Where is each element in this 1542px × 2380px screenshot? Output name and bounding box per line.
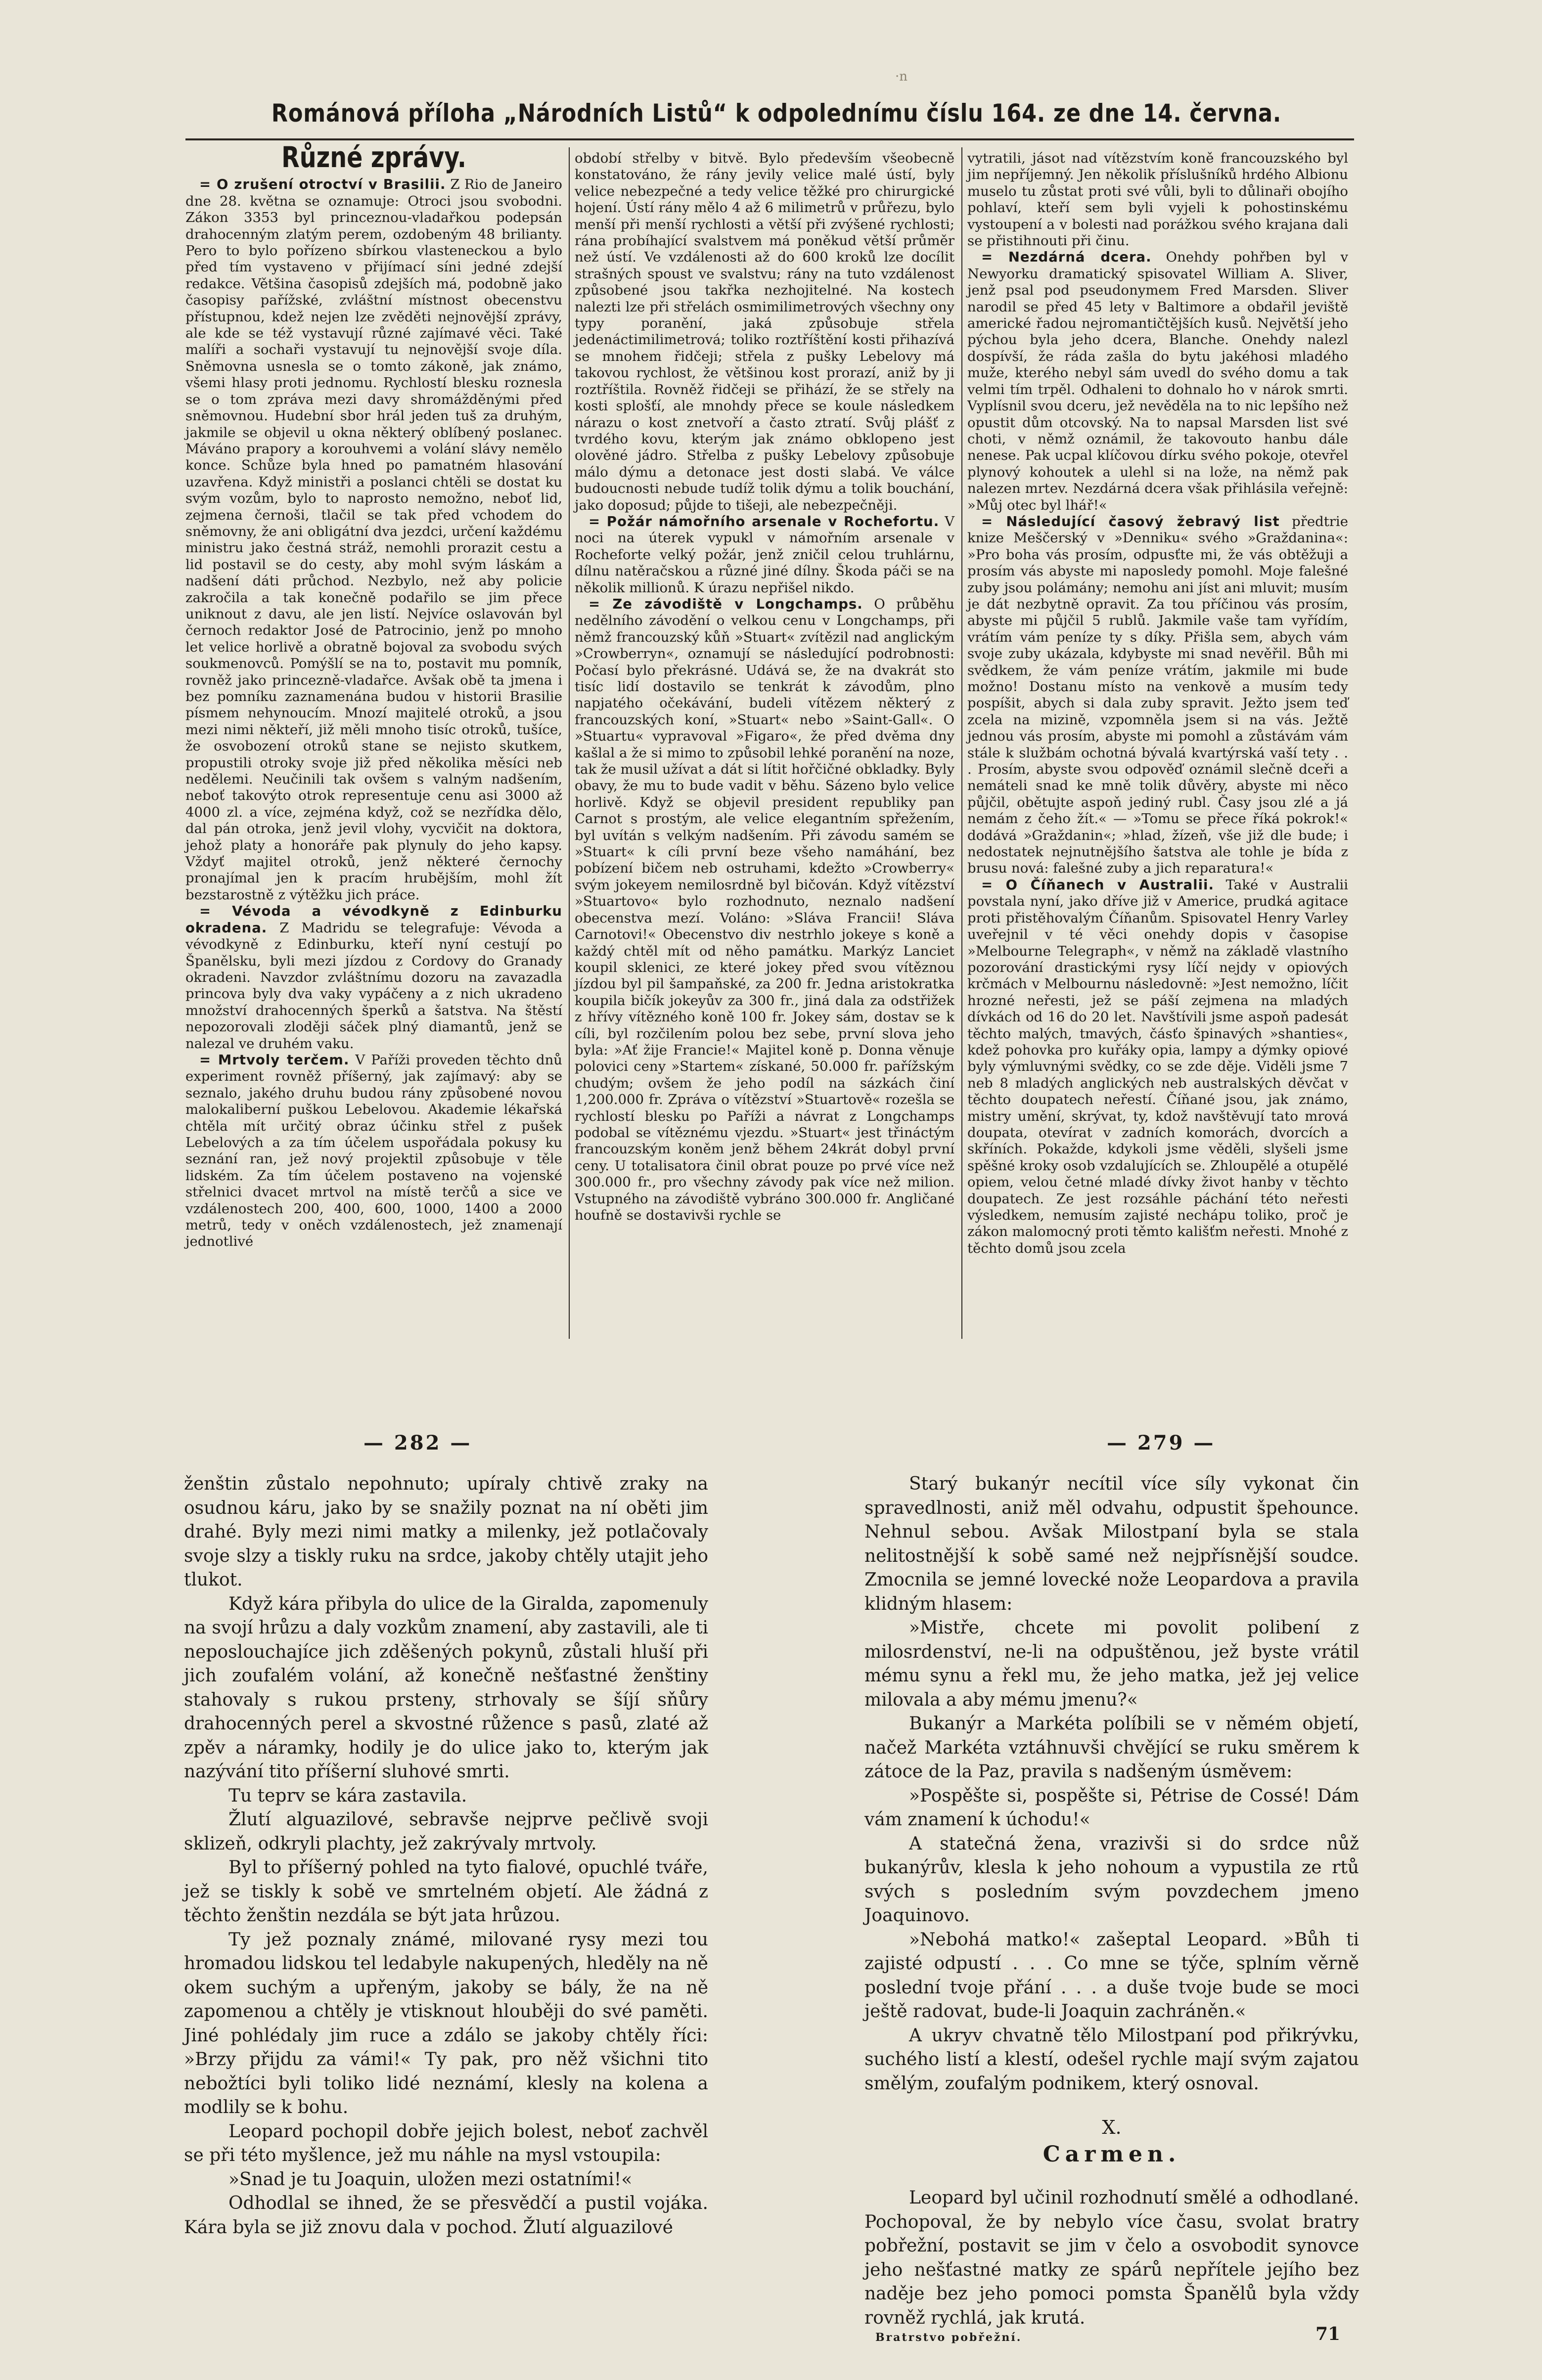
news-paragraph <box>185 176 562 903</box>
news-paragraph <box>185 903 562 1052</box>
column-divider <box>961 147 962 1339</box>
news-column-1 <box>185 140 563 1250</box>
news-text: předtrie knize Meščerský v »Denniku« svého »Graždanina«: »Pro boha vás prosím, odpusťte mi, že vás obtěžuji a prosím vás abyste mi naposledy pomohl. Moje falešné zuby jsou polámány; nemohu ani jíst ani mluvit; musím je dát nezbytně opravit. Za tou příčinou vás prosím, abyste mi půjčil 5 rublů. Jakmile vaše tam vyřídím, vrátím vám peníze ty s díky. Přišla sem, abych vám svoje zuby ukázala, kdybyste mi snad nevěřil. Bůh mi svědkem, že vám peníze vrátím, jakmile mi bude možno! Dostanu místo na venkově a musím tedy pospíšit, abych si dala zuby spravit. Ježto jsem teď zcela na mizině, vzpomněla jsem si na vás. Ježtě jednou vás prosím, abyste mi pomohl a zůstávám vám stále k službám ochotná bývalá kvartýrská vaší tety . . . Prosím, abyste svou odpověď oznámil slečně dceři a nemáteli snad ke mně tolik důvěry, abyste mi něco půjčil, obětujte aspoň jediný rubl. Časy jsou zlé a já nemám z čeho žít.« — »Tomu se přece říká pokrok!« dodává »Graždanin«; »hlad, žízeň, vše již dle bude; i nedostatek nejnutnějšího šatstva ale tohle je bída z brusu nová: falešné zuby a jich reparatura!« <box>967 513 1348 877</box>
novel-page-left <box>184 1472 708 2240</box>
news-text: V Paříži proveden těchto dnů experiment rovněž příšerný, jak zajímavý: aby se seznalo, jakého druhu budou rány způsobené novou malokaliberní puškou Lebelovou. Akademie lékařská chtěla mít určitý obraz účinku střel z pušek Lebelových a za tím účelem uspořádala pokusy ku seznání ran, jež nový projektil způsobuje v těle lidském. Za tím účelem postaveno na vojenské střelnici dvacet mrtvol na místě terčů a sice ve vzdálenostech 200, 400, 600, 1000, 1400 a 2000 metrů, tedy v oněch vzdálenostech, jež znamenají jednotlivé <box>185 1052 563 1250</box>
novel-paragraph: Leopard pochopil dobře jejich bolest, neboť zachvěl se při této myšlence, jež mu náhle na mysl vstoupila: <box>184 2121 708 2165</box>
news-text: Také v Australii povstala nyní, jako dříve již v Americe, prudká agitace proti přistěhovalým Číňanům. Spisovatel Henry Varley uveřejnil v té věci onehdy dopis v časopise »Melbourne Telegraph«, v němž na základě vlastního pozorování drastickými rysy líčí nejdy v opiových krčmách v Melbournu následovně: »Jest nemožno, líčit hrozné neřesti, jež se páší zejmena na mladých dívkách od 16 do 20 let. Navštívili jsme aspoň padesát těchto malých, tmavých, čásťo špinavých »shanties«, kdež pohovka pro kuřáky opia, lampy a dýmky opiové byly výmluvnými svědky, co se zde děje. Viděli jsme 7 neb 8 mladých anglických neb australských děvčat v těchto doupatech neřestí. Číňané jsou, jak známo, mistry umění, skrývat, ty, kdož navštěvují tato mrová doupata, otevírat v zadních komorách, dvorcích a skříních. Pokažde, kdykoli jsme věděli, slyšeli jsme spěšné kroky osob vzdalujících se. Zhloupělé a otupělé opiem, velou četné mladé dívky život hanby v těchto doupatech. Ze jest rozsáhle páchání této neřesti výsledkem, nemusím zajisté nechápu toliko, proč je zákon malomocný proti těmto kališťm neřesti. Mnohé z těchto domů jsou zcela <box>967 877 1348 1256</box>
news-heading: = Požár námořního arsenale v Rochefortu. <box>589 513 940 529</box>
top-mark: ·n <box>895 69 908 84</box>
footer-sheet-number: 71 <box>1315 2324 1341 2344</box>
news-text: období střelby v bitvě. Bylo především všeobecně konstatováno, že rány jevily velice malé ústí, byly velice nebezpečné a tedy velice těžké pro chirurgické hojení. Ústí rány mělo 4 až 6 milimetrů v průřezu, bylo menší při menší rychlosti a větší při zvýšené rychlosti; rána probíhající svalstvem má poněkud větší průměr než ústí. Ve vzdálenosti až do 600 kroků lze docílit strašných spoust ve svalstvu; rány na tuto vzdálenost způsobené jsou takřka nezhojitelné. Na kostech nalezti lze při střelách osmimilimetrových všechny ony typy poranění, jaká způsobuje střela jedenáctimilimetrová; toliko roztříštění kosti přihazívá se mnohem řidčeji; střela z pušky Lebelovy má takovou rychlost, že většinou kost prorazí, aniž by ji roztříštila. Rovněž řidčeji se přihází, že se střely na kosti splošťí, ale mnohdy přece se koule následkem nárazu o kost znetvoří a často ztratí. Svůj plášť z tvrdého kovu, kterým jak známo obklopeno jest olověné jádro. Střelba z pušky Lebelovy způsobuje málo dýmu a detonace jest dosti slabá. Ve válce budoucnosti nebude tudíž tolik dýmu a tolik bouchání, jako doposud; půjde to tišeji, ale nebezpečněji. <box>575 150 954 513</box>
page-header: Románová příloha „Národních Listů“ k odpolednímu číslu 164. ze dne 14. června. <box>271 99 1282 128</box>
novel-paragraph: »Snad je tu Joaquin, uložen mezi ostatními!« <box>228 2169 633 2190</box>
novel-paragraph: Když kára přibyla do ulice de la Giralda, zapomenuly na svojí hrůzu a daly vozkům znamení, aby zastavili, ale ti neposlouchajíce jich zděšených pokynů, zůstali hluší při jich zoufalém volání, až konečně nešťastné ženštiny stahovaly s rukou prsteny, strhovaly se šíjí sňůry drahocenných perel a skvostné růžence s pasů, zlaté až zpěv a náramky, hodily je do ulice jako to, kterým jak nazývání tito příšerní sluhové smrti. <box>184 1593 708 1782</box>
news-paragraph <box>575 596 954 1224</box>
novel-paragraph: Byl to příšerný pohled na tyto fialové, opuchlé tváře, jež se tiskly k sobě ve smrtelném objetí. Ale žádná z těchto ženštin nezdála se být jata hrůzou. <box>184 1857 708 1926</box>
news-column-2 <box>575 150 954 1224</box>
news-paragraph <box>967 249 1348 514</box>
novel-paragraph: Leopard byl učinil rozhodnutí smělé a odhodlané. Pochopoval, že by nebylo více času, svolat bratry pobřežní, postavit se jim v čelo a osvobodit synovce jeho nešťastné matky ze spárů nepřítele jejího bez naděje bez jeho pomoci pomsta Španělů byla vždy rovněž rychlá, jak krutá. <box>864 2188 1359 2328</box>
news-heading: = Ze závodiště v Longchamps. <box>589 596 863 612</box>
novel-paragraph: Bukanýr a Markéta políbili se v němém objetí, načež Markéta vztáhnuvši chvějící se ruku směrem k zátoce de la Paz, pravila s nadšeným úsměvem: <box>864 1714 1359 1782</box>
news-heading: = Mrtvoly terčem. <box>199 1052 350 1068</box>
novel-page-right <box>864 1472 1359 2330</box>
novel-paragraph: Odhodlal se ihned, že se přesvědčí a pustil vojáka. Kára byla se již znovu dala v pochod. Žlutí alguazilové <box>184 2193 708 2238</box>
news-heading: = Nezdárná dcera. <box>981 249 1152 265</box>
novel-paragraph: Starý bukanýr necítil více síly vykonat čin spravedlnosti, aniž měl odvahu, odpustit špehounce. Nehnul sebou. Avšak Milostpaní byla se stala nelitostnější k sobě samé než nejpřísnější soudce. Zmocnila se jemné lovecké nože Leopardova a pravila klidným hlasem: <box>864 1474 1359 1614</box>
news-paragraph <box>967 150 1348 249</box>
novel-paragraph: Ty jež poznaly známé, milované rysy mezi tou hromadou lidskou tel ledabyle nakupených, hleděly na ně okem suchým a upřeným, jakoby se bály, že na ně zapomenou a chtěly je vtisknout hlouběji do své paměti. Jiné pohlédaly jim ruce a zdálo se jakoby chtěly říci: »Brzy přijdu za vámi!« Ty pak, pro něž všichni tito nebožtíci byli toliko lidé neznámí, klesly na kolena a modlily se k bohu. <box>184 1929 708 2117</box>
news-text: V noci na úterek vypukl v námořním arsenale v Rocheforte velký požár, jenž zničil celou truhlárnu, dílnu natěračskou a různé jiné dílny. Škoda páči se na několik millionů. K úrazu nepřišel nikdo. <box>575 513 954 596</box>
novel-paragraph: Žlutí alguazilové, sebravše nejprve pečlivě svoji sklizeň, odkryli plachty, jež zakrývaly mrtvoly. <box>184 1809 708 1854</box>
chapter-title: Carmen. <box>1043 2141 1181 2167</box>
news-text: O průběhu nedělního závodění o velkou cenu v Longchamps, při němž francouzský kůň »Stuart« zvítězil nad anglickým »Crowberryn«, oznamují se následující podrobnosti: Počasí bylo překrásné. Udává se, že na dvakrát sto tisíc lidí dostavilo se tenkrát k závodům, plno napjatého očekávání, budeli vítězem některý z francouzských koní, »Stuart« nebo »Saint-Gall«. O »Stuartu« vypravoval »Figaro«, že před dvěma dny kašlal a že si mimo to způsobil lehké poranění na noze, tak že musil užívat a dát si lítit hořčičné obkladky. Byly obavy, že mu to bude vadit v běhu. Sázeno bylo velice horlivě. Když se objevil president republiky pan Carnot s prostým, ale velice elegantním spřežením, byl uvítán s velkým nadšením. Při závodu samém se »Stuart« k cíli první beze všeho namáhání, bez pobízení bičem neb ostruhami, kdežto »Crowberry« svým jokeyem nemilosrdně byl bičován. Když vítězství »Stuartovo« bylo rozhodnuto, neznalo nadšení obecenstva mezí. Voláno: »Sláva Francii! Sláva Carnotovi!« Obecenstvo div nestrhlo jokeye s koně a každý chtěl mít od něho památku. Markýz Lanciet koupil sklenici, ze které jokey před svou vítěznou jízdou byl pil šampaňské, za 200 fr. Jedna aristokratka koupila bičík jokeyův za 300 fr., jiná dala za odstřižek z hřívy vítězného koně 100 fr. Jokey sám, dostav se k cíli, byl rozčilením polou bez sebe, první slova jeho byla: »Ať žije Francie!« Majitel koně p. Donna věnuje polovici ceny »Startem« získané, 50.000 fr. pařížským chudým; ovšem že jeho podíl na sázkách činí 1,200.000 fr. Zpráva o vítězství »Stuartově« rozešla se rychlostí blesku po Paříži a návrat z Longchamps podobal se vítěznému vjezdu. »Stuart« jest třináctým francouzským koněm jenž během 24krát dobyl první ceny. U totalisatora činil obrat pouze po prvé více než 300.000 fr., pro všechny závody pak více než milion. Vstupného na závodiště vybráno 300.000 fr. Angličané houfně se dostavivši rychle se <box>575 596 954 1223</box>
news-text: Z Madridu se telegrafuje: Vévoda a vévodkyně z Edinburku, kteří nyní cestují po Španělsku, byli mezi jízdou z Cordovy do Granady okradeni. Navzdor zvláštnímu dozoru na zavazadla princova byly dva vaky vypáčeny a z nich ukradeno množství drahocenných šperků a šatstva. Na štěstí nepozorovali zloději sáček plný diamantů, jenž se nalezal ve druhém vaku. <box>185 920 562 1052</box>
news-text: Onehdy pohřben byl v Newyorku dramatický spisovatel William A. Sliver, jenž psal pod pseudonymem Fred Marsden. Sliver narodil se před 45 lety v Baltimore a obdařil jeviště americké řadou nejromantičtějších kusů. Největší jeho pýchou byla jeho dcera, Blanche. Onehdy nalezl dospívší, že ráda zašla do bytu jakéhosi mladého muže, kterého nebyl sám uvedl do svého domu a tak velmi tím trpěl. Odhaleni to dohnalo ho v nárok smrti. Vyplísnil svou dceru, jež nevěděla na to nic lepšího než opustit dům otcovský. Na to napsal Marsden list své choti, v němž oznámil, že takovouto hanbu dále nenese. Pak ucpal klíčovou dírku svého pokoje, otevřel plynový kohoutek a ulehl si na lože, na němž pak nalezen mrtev. Nezdárná dcera však přihlásila veřejně: »Můj otec byl lhář!« <box>967 249 1348 513</box>
novel-paragraph: A statečná žena, vrazivši si do srdce nůž bukanýrův, klesla k jeho nohoum a vypustila ze rtů svých s posledním svým povzdechem jmeno Joaquinovo. <box>864 1833 1359 1926</box>
news-paragraph <box>185 1052 562 1250</box>
news-text: Z Rio de Janeiro dne 28. května se oznamuje: Otroci jsou svobodni. Zákon 3353 byl princeznou-vladařkou podepsán drahocenným zlatým perem, ozdobeným 48 brilianty. Pero to bylo pořízeno sbírkou vlasteneckou a bylo před tím vystaveno v přijímací síni jedné zdejší redakce. Většina časopisů zdejších má, podobně jako časopisy pařížské, zvláštní místnost obecenstvu přístupnou, kdež nejen lze zvěděti nejnovější zprávy, ale kde se též vystavují různé zajímavé věci. Také malíři a sochaři vystavují tu nejnovější svoje díla. Sněmovna usnesla se o tomto zákoně, jak známo, všemi hlasy proti jednomu. Rychlostí blesku roznesla se o tom zpráva mezi davy shromážděnými před sněmovnou. Hudební sbor hrál jeden tuš za druhým, jakmile se objevil u okna některý oblíbený poslanec. Máváno prapory a korouhvemi a volání slávy nemělo konce. Schůze byla hned po pamatném hlasování uzavřena. Když ministři a poslanci chtěli se dostat ku svým vozům, bylo to naprosto nemožno, neboť lid, zejmena černoši, tlačil se tak před vchodem do sněmovny, že ani obligátní dva jezdci, určení každému ministru jako čestná stráž, nemohli prorazit cestu a lid postavil se do cesty, aby mohl svým láskám a nadšení dáti průchod. Nezbylo, než aby policie zakročila a tak konečně podařilo se jim přece uniknout z davu, ale jen listí. Nejvíce oslavován byl černoch redaktor José de Patrocinio, jenž po mnoho let velice horlivě a obratně bojoval za svobodu svých soukmenovců. Pomýšlí se na to, postavit mu pomník, rovněž jako princezně-vladařce. Avšak obě ta jmena i bez pomníku zaznamenána budou v historii Brasilie písmem nehynoucím. Mnozí majitelé otroků, a jsou mezi nimi někteří, již měli mnoho tisíc otroků, tušíce, že osvobození otroků stane se nejisto skutkem, propustili otroky svoje již před několika měsíci neb nedělemi. Neučinili tak ovšem s valným nadšením, neboť takovýto otrok representuje cenu asi 3000 až 4000 zl. a více, zejména když, což se nezřídka dělo, dal pán otroka, jenž jevil vlohy, vycvičit na doktora, jehož platy a honoráře pak plynuly do jeho kapsy. Vždyť majitel otroků, jenž některé černochy pronajímal jen k pracím hrubějším, mohl žít bezstarostně z výtěžku jich práce. <box>185 176 562 903</box>
news-paragraph <box>967 877 1348 1257</box>
news-paragraph <box>575 514 954 596</box>
news-heading: = O Číňanech v Australii. <box>981 877 1214 893</box>
news-heading: = O zrušení otroctví v Brasilii. <box>199 176 446 193</box>
footer-publisher: Bratrstvo pobřežní. <box>875 2331 1022 2344</box>
chapter-number: X. <box>1102 2116 1122 2138</box>
news-paragraph <box>575 150 954 514</box>
novel-paragraph: »Nebohá matko!« zašeptal Leopard. »Bůh ti zajisté odpustí . . . Co mne se týče, splním věrně poslední tvoje přání . . . a duše tvoje bude se moci ještě radovat, bude-li Joaquin zachráněn.« <box>864 1929 1359 2022</box>
novel-paragraph: A ukryv chvatně tělo Milostpaní pod přikrývku, suchého listí a klestí, odešel rychle mají svým zajatou smělým, zoufalým podnikem, který osnoval. <box>864 2025 1359 2094</box>
novel-paragraph: ženštin zůstalo nepohnuto; upíraly chtivě zraky na osudnou káru, jako by se snažily poznat na ní oběti jim drahé. Byly mezi nimi matky a milenky, jež potlačovaly svoje slzy a tiskly ruku na srdce, jakoby chtěly utajit jeho tlukot. <box>184 1474 708 1590</box>
section-title: Různé zprávy. <box>281 140 466 174</box>
news-paragraph <box>967 514 1348 877</box>
news-column-3 <box>967 150 1348 1257</box>
novel-paragraph: »Pospěšte si, pospěšte si, Pétrise de Cossé! Dám vám znamení k úchodu!« <box>864 1785 1359 1830</box>
page-number-right: — 279 — <box>1107 1431 1216 1454</box>
novel-paragraph: Tu teprv se kára zastavila. <box>228 1785 467 1806</box>
news-text: vytratili, jásot nad vítězstvím koně francouzského byl jim nepříjemný. Jen několik příslušníků hrdého Albionu muselo tu zůstat proti své vůli, byli to důlinaři obojího pohlaví, kteří sem byli vyjeli k pohostinskému vystoupení a v bolesti nad porážkou svého krajana dali se přistihnouti při činu. <box>967 150 1348 249</box>
page-number-left: — 282 — <box>363 1431 472 1454</box>
column-divider <box>569 147 570 1339</box>
news-heading: = Následující časový žebravý list <box>981 513 1280 529</box>
novel-paragraph: »Mistře, chcete mi povolit polibení z milosrdenství, ne-li na odpuštěnou, jež byste vrátil mému synu a řekl mu, že jeho matka, jež jej velice milovala a aby mému jmenu?« <box>864 1618 1359 1710</box>
news-heading: = Vévoda a vévodkyně z Edinburku okradena. <box>185 903 562 936</box>
